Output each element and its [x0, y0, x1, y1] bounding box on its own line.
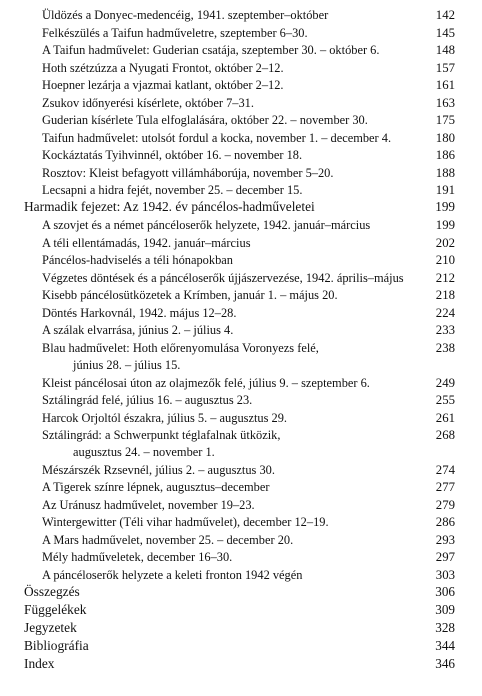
toc-chapter — [0, 199, 482, 215]
toc-entry-title: Döntés Harkovnál, 1942. május 12–28. — [42, 306, 237, 320]
toc-entry-title: Mészárszék Rzsevnél, július 2. – augusztus 30. — [42, 463, 275, 477]
toc-entry — [0, 235, 482, 251]
toc-entry — [0, 549, 482, 565]
toc-entry-title: A páncéloserők helyzete a keleti fronton 1942 végén — [42, 568, 303, 582]
toc-entry-continuation — [0, 357, 482, 373]
toc-entry — [0, 252, 482, 268]
toc-entry-title: Blau hadművelet: Hoth előrenyomulása Voronyezs felé, — [42, 341, 319, 355]
toc-entry-page: 274 — [435, 463, 455, 477]
toc-entry-title: A szálak elvarrása, június 2. – július 4. — [42, 323, 234, 337]
toc-entry-page: 199 — [435, 218, 455, 232]
toc-entry-page: 145 — [435, 26, 455, 40]
toc-entry-title: Wintergewitter (Téli vihar hadművelet), december 12–19. — [42, 515, 329, 529]
toc-chapter-title: Index — [24, 656, 55, 671]
toc-entry — [0, 270, 482, 286]
toc-chapter-page: 306 — [435, 584, 455, 599]
toc-entry-page: 224 — [435, 306, 455, 320]
toc-entry-title: A Tigerek színre lépnek, augusztus–december — [42, 480, 270, 494]
toc-entry-page: 277 — [435, 480, 455, 494]
toc-entry-title: Az Uránusz hadművelet, november 19–23. — [42, 498, 255, 512]
toc-chapter-title: Összegzés — [24, 584, 80, 599]
toc-entry — [0, 567, 482, 583]
toc-section-appendices — [0, 602, 482, 618]
toc-entry — [0, 95, 482, 111]
toc-entry — [0, 112, 482, 128]
toc-chapter-page: 309 — [435, 602, 455, 617]
toc-entry — [0, 77, 482, 93]
toc-entry-title: Felkészülés a Taifun hadműveletre, szeptember 6–30. — [42, 26, 308, 40]
toc-entry — [0, 25, 482, 41]
toc-entry — [0, 217, 482, 233]
toc-entry-page: 142 — [435, 8, 455, 22]
toc-entry-page: 186 — [435, 148, 455, 162]
toc-chapter-page: 344 — [435, 638, 455, 653]
toc-entry — [0, 322, 482, 338]
toc-entry — [0, 375, 482, 391]
toc-section-notes — [0, 620, 482, 636]
toc-entry — [0, 305, 482, 321]
toc-entry-page: 175 — [435, 113, 455, 127]
toc-entry-page: 249 — [435, 376, 455, 390]
toc-entry-page: 297 — [435, 550, 455, 564]
toc-entry — [0, 340, 482, 356]
toc-entry-page: 303 — [435, 568, 455, 582]
toc-chapter-page: 199 — [435, 199, 455, 214]
toc-chapter-page: 328 — [435, 620, 455, 635]
toc-entry-title: Zsukov időnyerési kísérlete, október 7–31. — [42, 96, 254, 110]
toc-entry-title: Hoth szétzúzza a Nyugati Frontot, október 2–12. — [42, 61, 284, 75]
toc-entry-title: A szovjet és a német páncéloserők helyzete, 1942. január–március — [42, 218, 371, 232]
toc-entry — [0, 165, 482, 181]
toc-section-index — [0, 656, 482, 672]
toc-entry-title: Üldözés a Donyec-medencéig, 1941. szeptember–október — [42, 8, 329, 22]
toc-entry — [0, 532, 482, 548]
toc-entry-title: Kockáztatás Tyihvinnél, október 16. – november 18. — [42, 148, 303, 162]
toc-entry-title: Sztálingrád: a Schwerpunkt téglafalnak ütközik, — [42, 428, 281, 442]
toc-entry-page: 238 — [435, 341, 455, 355]
toc-entry-title: Mély hadműveletek, december 16–30. — [42, 550, 233, 564]
toc-entry-title: Végzetes döntések és a páncéloserők újjászervezése, 1942. április–május — [42, 271, 404, 285]
toc-entry-title: augusztus 24. – november 1. — [73, 445, 215, 459]
toc-entry — [0, 462, 482, 478]
toc-entry-page: 180 — [435, 131, 455, 145]
toc-entry — [0, 287, 482, 303]
toc-entry — [0, 427, 482, 443]
toc-entry-page: 148 — [435, 43, 455, 57]
toc-entry-title: A téli ellentámadás, 1942. január–március — [42, 236, 251, 250]
toc-entry — [0, 7, 482, 23]
toc-entry-page: 268 — [435, 428, 455, 442]
toc-entry-page: 163 — [435, 96, 455, 110]
toc-chapter-title: Bibliográfia — [24, 638, 89, 653]
toc-entry-title: Rosztov: Kleist befagyott villámháborúja, november 5–20. — [42, 166, 334, 180]
toc-chapter-title: Függelékek — [24, 602, 87, 617]
toc-entry-title: június 28. – július 15. — [73, 358, 181, 372]
toc-entry-title: Guderian kísérlete Tula elfoglalására, október 22. – november 30. — [42, 113, 368, 127]
toc-entry-page: 279 — [435, 498, 455, 512]
toc-entry — [0, 514, 482, 530]
toc-section-bibliography — [0, 638, 482, 654]
toc-entry-continuation — [0, 444, 482, 460]
toc-entry-page: 261 — [435, 411, 455, 425]
toc-entry-page: 191 — [435, 183, 455, 197]
toc-section-summary — [0, 584, 482, 600]
toc-entry-title: Kleist páncélosai úton az olajmezők felé, július 9. – szeptember 6. — [42, 376, 370, 390]
toc-entry — [0, 147, 482, 163]
toc-entry-title: Lecsapni a hidra fejét, november 25. – december 15. — [42, 183, 303, 197]
toc-entry — [0, 130, 482, 146]
toc-entry-page: 286 — [435, 515, 455, 529]
toc-entry — [0, 410, 482, 426]
toc-entry-title: Kisebb páncélosütközetek a Krímben, január 1. – május 20. — [42, 288, 338, 302]
toc-entry-page: 255 — [435, 393, 455, 407]
toc-entry — [0, 479, 482, 495]
toc-entry — [0, 182, 482, 198]
toc-entry — [0, 497, 482, 513]
toc-entry-title: Sztálingrád felé, július 16. – augusztus 23. — [42, 393, 253, 407]
toc-entry-page: 212 — [435, 271, 455, 285]
toc-entry-page: 210 — [435, 253, 455, 267]
toc-entry-page: 233 — [435, 323, 455, 337]
toc-entry-title: Taifun hadművelet: utolsót fordul a kocka, november 1. – december 4. — [42, 131, 392, 145]
toc-entry-page: 188 — [435, 166, 455, 180]
toc-entry-title: A Mars hadművelet, november 25. – december 20. — [42, 533, 294, 547]
toc-entry-page: 161 — [435, 78, 455, 92]
toc-entry — [0, 392, 482, 408]
toc-entry — [0, 60, 482, 76]
toc-chapter-title: Jegyzetek — [24, 620, 77, 635]
toc-entry-title: A Taifun hadművelet: Guderian csatája, szeptember 30. – október 6. — [42, 43, 380, 57]
toc-entry-title: Harcok Orjoltól északra, július 5. – augusztus 29. — [42, 411, 288, 425]
toc-entry-page: 218 — [435, 288, 455, 302]
toc-entry — [0, 42, 482, 58]
toc-entry-page: 293 — [435, 533, 455, 547]
toc-entry-page: 202 — [435, 236, 455, 250]
toc-chapter-page: 346 — [435, 656, 455, 671]
toc-entry-title: Hoepner lezárja a vjazmai katlant, október 2–12. — [42, 78, 284, 92]
toc-entry-page: 157 — [435, 61, 455, 75]
toc-entry-title: Páncélos-hadviselés a téli hónapokban — [42, 253, 233, 267]
toc-chapter-title: Harmadik fejezet: Az 1942. év páncélos-hadműveletei — [24, 199, 315, 214]
